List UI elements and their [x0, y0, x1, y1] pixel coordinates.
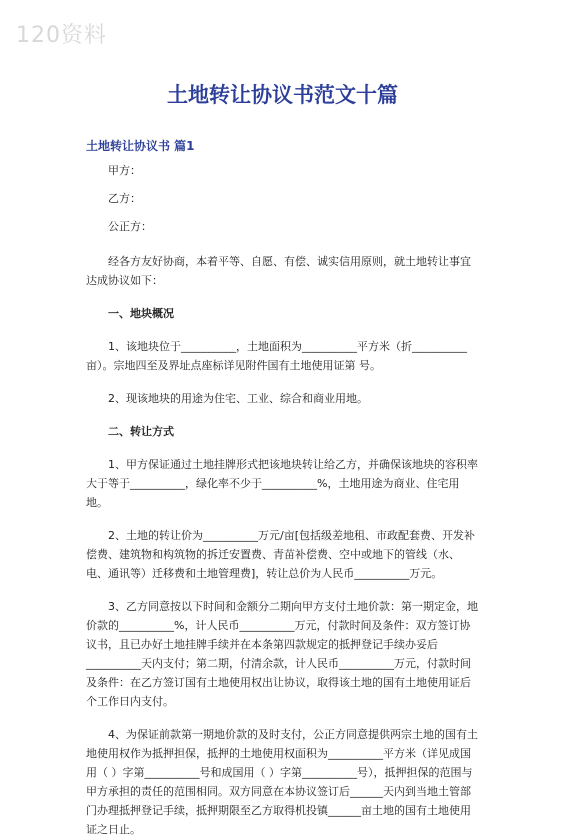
document-title: 土地转让协议书范文十篇 — [167, 82, 398, 107]
clause-paragraph: 4、为保证前款第一期地价款的及时支付，公正方同意提供两宗土地的国有土地使用权作为抵押担保，抵押的土地使用权面积为__________平方米（详见成国用（ ）字第__________号和成国用（ ）字第__________号），抵押担保的范围与甲方承担的责任的范围相同。双方同意在本协议签订后______天内到当地土管部门办理抵押登记手续，抵押期限至乙方取得机投镇______亩土地的国有土地使用证之日止。 — [86, 728, 478, 836]
clause-paragraph: 2、土地的转让价为__________万元/亩[包括级差地租、市政配套费、开发补偿费、建筑物和构筑物的拆迁安置费、青苗补偿费、空中或地下的管线（水、电、通讯等）迁移费和土地管理费]，转让总价为人民币__________万元。 — [86, 529, 475, 580]
clause-paragraph: 3、乙方同意按以下时间和金额分二期向甲方支付土地价款：第一期定金，地价款的__________%，计人民币__________万元，付款时间及条件：双方签订协议书，且已办好土地挂牌手续并在本条第四款规定的抵押登记手续办妥后__________天内支付；第二期，付清余款，计人民币__________万元，付款时间及条件：在乙方签订国有土地使用权出让协议，取得该土地的国有土地使用证后个工作日内支付。 — [86, 600, 478, 708]
clause-paragraph: 2、现该地块的用途为住宅、工业、综合和商业用地。 — [108, 392, 368, 405]
party-a-line: 甲方： — [108, 164, 141, 177]
party-b-line: 乙方： — [108, 192, 141, 205]
clause-paragraph: 1、甲方保证通过土地挂牌形式把该地块转让给乙方，并确保该地块的容积率大于等于__________，绿化率不少于__________%，土地用途为商业、住宅用地。 — [86, 458, 478, 509]
section-heading: 一、地块概况 — [108, 307, 174, 320]
watermark: 120资料 — [16, 23, 107, 48]
article-subtitle: 土地转让协议书 篇1 — [86, 139, 195, 153]
document-body — [86, 160, 480, 839]
intro-paragraph: 经各方友好协商，本着平等、自愿、有偿、诚实信用原则，就土地转让事宜达成协议如下： — [86, 255, 471, 287]
clause-paragraph: 1、该地块位于__________，土地面积为__________平方米（折__________亩）。宗地四至及界址点座标详见附件国有土地使用证第 号。 — [86, 340, 467, 372]
section-heading: 二、转让方式 — [108, 425, 174, 438]
notary-line: 公正方： — [108, 220, 152, 233]
